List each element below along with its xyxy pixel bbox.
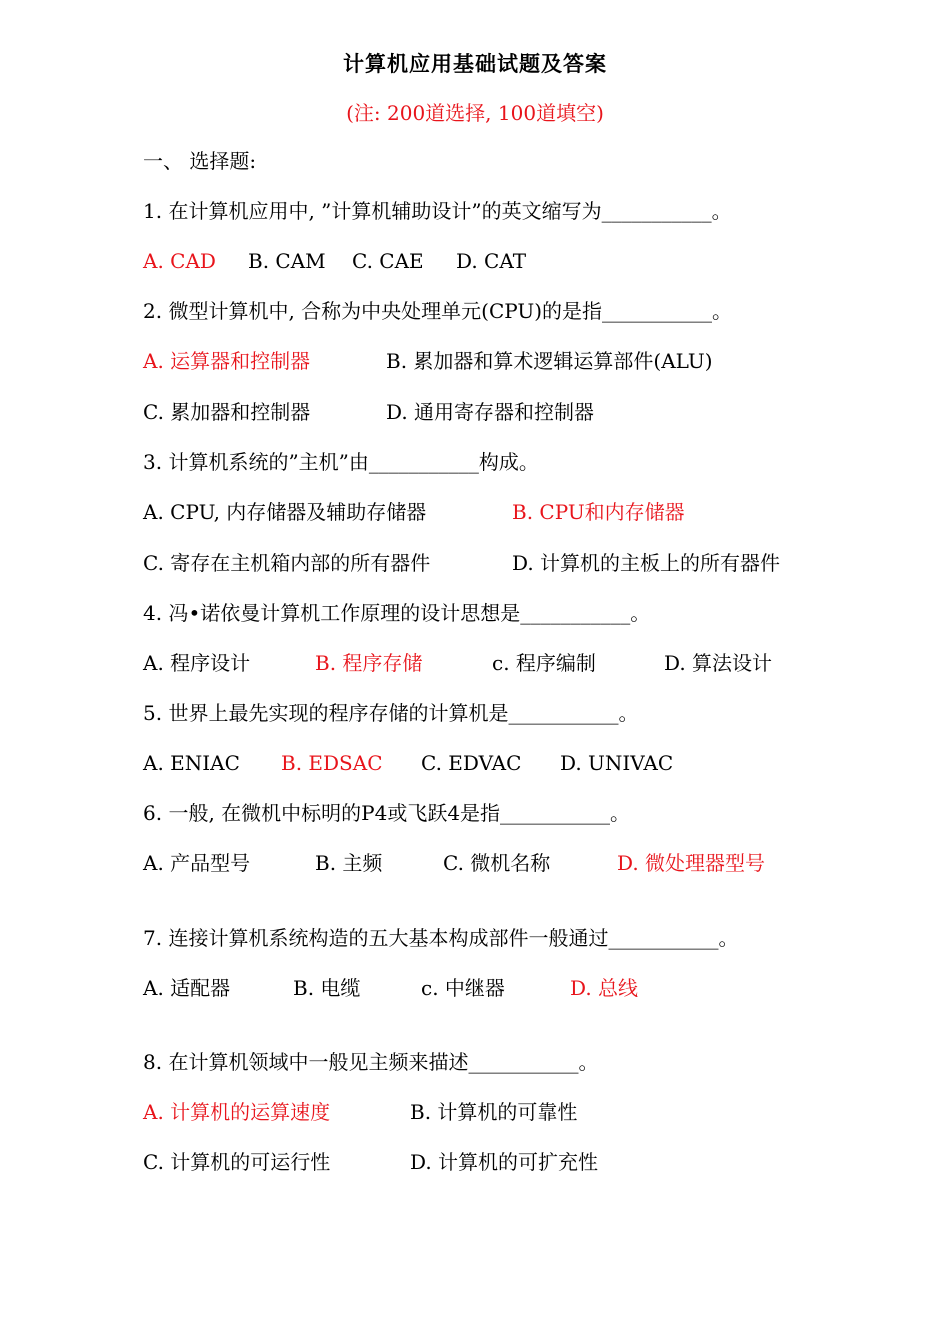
document-note: (注: 200道选择, 100道填空) bbox=[346, 101, 604, 125]
question-1: 1. 在计算机应用中, ”计算机辅助设计”的英文缩写为___________。 bbox=[143, 199, 732, 223]
option-4-b: B. 程序存储 bbox=[315, 651, 423, 675]
question-5: 5. 世界上最先实现的程序存储的计算机是___________。 bbox=[143, 701, 639, 725]
question-6: 6. 一般, 在微机中标明的P4或飞跃4是指___________。 bbox=[143, 801, 631, 825]
option-1-b: B. CAM bbox=[248, 249, 326, 273]
question-8-options-row1 bbox=[143, 1098, 577, 1126]
option-8-c: C. 计算机的可运行性 bbox=[143, 1150, 331, 1174]
option-5-a: A. ENIAC bbox=[143, 751, 240, 775]
option-8-a: A. 计算机的运算速度 bbox=[143, 1100, 331, 1124]
option-7-b: B. 电缆 bbox=[293, 976, 361, 1000]
option-6-a: A. 产品型号 bbox=[143, 851, 251, 875]
option-3-d: D. 计算机的主板上的所有器件 bbox=[512, 551, 781, 575]
document-title: 计算机应用基础试题及答案 bbox=[343, 51, 607, 76]
option-5-c: C. EDVAC bbox=[421, 751, 522, 775]
option-8-b: B. 计算机的可靠性 bbox=[410, 1100, 578, 1124]
question-3-options-row1 bbox=[143, 498, 685, 526]
question-7-options bbox=[143, 974, 638, 1002]
question-2-options-row1 bbox=[143, 347, 713, 375]
question-8: 8. 在计算机领域中一般见主频来描述___________。 bbox=[143, 1050, 599, 1074]
question-5-options bbox=[143, 749, 673, 777]
question-4: 4. 冯•诺依曼计算机工作原理的设计思想是___________。 bbox=[143, 601, 651, 625]
option-7-d: D. 总线 bbox=[570, 976, 639, 1000]
option-2-a: A. 运算器和控制器 bbox=[143, 349, 311, 373]
option-3-c: C. 寄存在主机箱内部的所有器件 bbox=[143, 551, 431, 575]
option-7-a: A. 适配器 bbox=[143, 976, 231, 1000]
option-5-b: B. EDSAC bbox=[281, 751, 383, 775]
option-4-c: c. 程序编制 bbox=[492, 651, 596, 675]
question-6-options bbox=[143, 849, 765, 877]
question-4-options bbox=[143, 649, 772, 677]
option-8-d: D. 计算机的可扩充性 bbox=[410, 1150, 599, 1174]
option-4-d: D. 算法设计 bbox=[664, 651, 773, 675]
question-2: 2. 微型计算机中, 合称为中央处理单元(CPU)的是指___________。 bbox=[143, 299, 733, 323]
option-5-d: D. UNIVAC bbox=[560, 751, 674, 775]
option-6-b: B. 主频 bbox=[315, 851, 383, 875]
option-4-a: A. 程序设计 bbox=[143, 651, 251, 675]
question-3: 3. 计算机系统的”主机”由___________构成。 bbox=[143, 450, 539, 474]
option-6-d: D. 微处理器型号 bbox=[617, 851, 766, 875]
option-3-a: A. CPU, 内存储器及辅助存储器 bbox=[143, 500, 427, 524]
question-7: 7. 连接计算机系统构造的五大基本构成部件一般通过___________。 bbox=[143, 926, 739, 950]
option-1-c: C. CAE bbox=[352, 249, 424, 273]
option-2-c: C. 累加器和控制器 bbox=[143, 400, 311, 424]
option-1-a: A. CAD bbox=[143, 249, 216, 273]
question-2-options-row2 bbox=[143, 398, 594, 426]
question-1-options bbox=[143, 247, 526, 275]
option-6-c: C. 微机名称 bbox=[443, 851, 551, 875]
question-8-options-row2 bbox=[143, 1148, 598, 1176]
question-3-options-row2 bbox=[143, 549, 780, 577]
option-7-c: c. 中继器 bbox=[421, 976, 505, 1000]
option-2-d: D. 通用寄存器和控制器 bbox=[386, 400, 595, 424]
section-heading: 一、 选择题: bbox=[143, 149, 257, 173]
option-3-b: B. CPU和内存储器 bbox=[512, 500, 685, 524]
option-2-b: B. 累加器和算术逻辑运算部件(ALU) bbox=[386, 349, 713, 373]
option-1-d: D. CAT bbox=[456, 249, 527, 273]
